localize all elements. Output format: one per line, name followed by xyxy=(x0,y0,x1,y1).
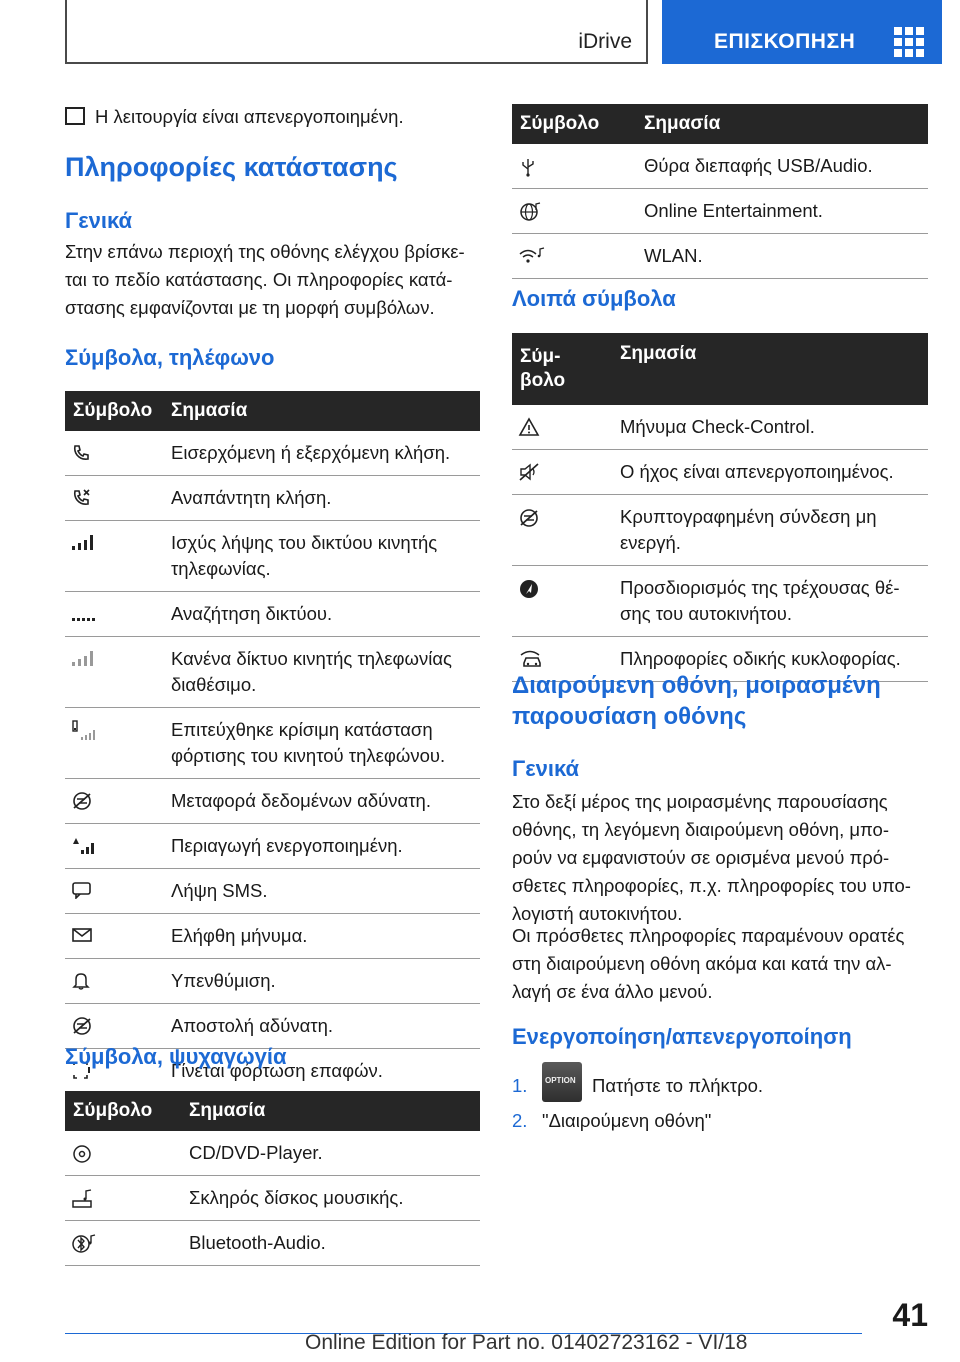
send-unavailable-icon xyxy=(71,1016,93,1036)
list-item xyxy=(512,1110,711,1132)
step-number: 2. xyxy=(512,1110,528,1131)
table-cell-meaning: Αναζήτηση δικτύου. xyxy=(163,592,480,637)
header-section-box xyxy=(65,0,648,64)
other-symbols-table xyxy=(512,333,928,682)
table-row xyxy=(65,521,480,592)
general-paragraph xyxy=(65,238,480,322)
table-row xyxy=(512,234,928,279)
online-entertainment-icon xyxy=(518,201,542,223)
warning-triangle-icon xyxy=(518,417,540,437)
table-row xyxy=(65,1131,480,1176)
table-cell-meaning: Εισερχόμενη ή εξερχόμενη κλήση. xyxy=(163,431,480,476)
table-cell-meaning: Γίνεται φόρτωση επαφών. xyxy=(163,1049,480,1094)
table-row xyxy=(65,708,480,779)
network-search-icon xyxy=(71,604,97,622)
table-row xyxy=(512,189,928,234)
table-cell-meaning: Σκληρός δίσκος μουσικής. xyxy=(181,1176,480,1221)
phone-call-icon xyxy=(71,443,91,463)
split-text-1: Στο δεξί μέρος της μοιρασμένης παρουσίασης οθόνης, τη λεγόμενη διαιρούμενη οθόνη, μπο-ρούν να εμφανιστούν σε ορισμένα μενού πρό-σθετες πληροφορίες, π.χ. πληροφορίες του υπο-λογιστή αυτοκινήτου. xyxy=(512,791,911,924)
table-header-symbol: Σύμβολο xyxy=(65,391,163,431)
list-item xyxy=(512,1062,763,1102)
table-row xyxy=(65,914,480,959)
table-cell-meaning: CD/DVD-Player. xyxy=(181,1131,480,1176)
table-row xyxy=(65,869,480,914)
table-cell-meaning: Ο ήχος είναι απενεργοποιημένος. xyxy=(612,450,928,495)
table-cell-meaning: Bluetooth-Audio. xyxy=(181,1221,480,1266)
table-row xyxy=(512,405,928,450)
section-title-split-screen: Διαιρούμενη οθόνη, μοιρασμένη παρουσίαση οθόνης xyxy=(512,672,881,730)
step-text: Πατήστε το πλήκτρο. xyxy=(592,1075,764,1096)
split-paragraph-1 xyxy=(512,788,928,928)
checkbox-text: Η λειτουργία είναι απενεργοποιημένη. xyxy=(95,106,404,127)
roaming-icon xyxy=(71,836,97,856)
table-header-meaning: Σημασία xyxy=(181,1091,480,1131)
option-button-icon: OPTION xyxy=(542,1062,582,1102)
table-cell-meaning: Κανένα δίκτυο κινητής τηλεφωνίας διαθέσιμο. xyxy=(163,637,480,708)
page-number: 41 xyxy=(892,1297,928,1333)
table-row xyxy=(512,144,928,189)
table-header-meaning: Σημασία xyxy=(636,104,928,144)
checkbox-note xyxy=(65,106,404,128)
bluetooth-audio-icon xyxy=(71,1233,97,1255)
table-row xyxy=(65,959,480,1004)
step-number: 1. xyxy=(512,1075,528,1096)
table-cell-meaning: Επιτεύχθηκε κρίσιμη κατάσταση φόρτισης του κινητού τηλεφώνου. xyxy=(163,708,480,779)
subsection-title-entertainment: Σύμβολα, ψυχαγωγία xyxy=(65,1044,287,1069)
header-nav-tab[interactable] xyxy=(662,0,942,64)
table-row xyxy=(65,1176,480,1221)
wlan-icon xyxy=(518,246,546,266)
table-header-symbol: Σύμβολο xyxy=(512,104,636,144)
table-row xyxy=(65,779,480,824)
encrypted-connection-off-icon xyxy=(518,507,540,529)
table-cell-meaning: Περιαγωγή ενεργοποιημένη. xyxy=(163,824,480,869)
table-row xyxy=(65,824,480,869)
table-row xyxy=(65,592,480,637)
general-text: Στην επάνω περιοχή της οθόνης ελέγχου βρίσκε-ται το πεδίο κατάστασης. Οι πληροφορίες κατά-στασης εμφανίζονται με τη μορφή συμβόλων. xyxy=(65,241,465,318)
table-cell-meaning: Κρυπτογραφημένη σύνδεση μη ενεργή. xyxy=(612,495,928,566)
sms-icon xyxy=(71,881,93,899)
split-text-2: Οι πρόσθετες πληροφορίες παραμένουν ορατές στη διαιρούμενη οθόνη ακόμα και κατά την αλ-λαγή σε ένα άλλο μενού. xyxy=(512,925,905,1002)
table-row xyxy=(65,476,480,521)
table-row xyxy=(512,450,928,495)
grid-icon[interactable] xyxy=(894,27,924,57)
table-cell-meaning: Αποστολή αδύνατη. xyxy=(163,1004,480,1049)
section-title-status: Πληροφορίες κατάστασης xyxy=(65,152,398,182)
traffic-info-icon xyxy=(518,649,546,669)
subsection-title-general: Γενικά xyxy=(65,208,133,233)
table-header-symbol: Σύμ-βολο xyxy=(512,333,612,405)
table-cell-meaning: Προσδιορισμός της τρέχουσας θέ-σης του αυτοκινήτου. xyxy=(612,566,928,637)
table-cell-meaning: Online Entertainment. xyxy=(636,189,928,234)
data-unavailable-icon xyxy=(71,791,93,811)
sound-off-icon xyxy=(518,462,542,482)
table-cell-meaning: WLAN. xyxy=(636,234,928,279)
location-icon xyxy=(518,578,540,600)
table-header-meaning: Σημασία xyxy=(612,333,928,405)
entertainment-symbols-table-cont xyxy=(512,104,928,279)
header-nav-label: ΕΠΙΣΚΟΠΗΣΗ xyxy=(714,30,856,53)
header-section-title: iDrive xyxy=(578,30,632,53)
table-header-meaning: Σημασία xyxy=(163,391,480,431)
table-cell-meaning: Πληροφορίες οδικής κυκλοφορίας. xyxy=(612,637,928,682)
table-header-symbol: Σύμβολο xyxy=(65,1091,181,1131)
table-row xyxy=(512,566,928,637)
table-cell-meaning: Υπενθύμιση. xyxy=(163,959,480,1004)
table-cell-meaning: Λήψη SMS. xyxy=(163,869,480,914)
table-row xyxy=(65,1004,480,1049)
table-row xyxy=(65,431,480,476)
checkbox-icon xyxy=(65,107,85,125)
step-text: "Διαιρούμενη οθόνη" xyxy=(542,1110,712,1131)
subsection-title-other: Λοιπά σύμβολα xyxy=(512,286,676,311)
reminder-bell-icon xyxy=(71,971,91,991)
split-paragraph-2 xyxy=(512,922,928,1006)
table-cell-meaning: Ισχύς λήψης του δικτύου κινητής τηλεφωνίας. xyxy=(163,521,480,592)
entertainment-symbols-table xyxy=(65,1091,480,1266)
table-row xyxy=(65,1221,480,1266)
subsection-title-phone: Σύμβολα, τηλέφωνο xyxy=(65,345,275,370)
table-cell-meaning: Μήνυμα Check-Control. xyxy=(612,405,928,450)
table-cell-meaning: Αναπάντητη κλήση. xyxy=(163,476,480,521)
phone-symbols-table xyxy=(65,391,480,1094)
subsection-title-split-general: Γενικά xyxy=(512,756,580,781)
signal-strength-icon xyxy=(71,533,97,551)
table-cell-meaning: Θύρα διεπαφής USB/Audio. xyxy=(636,144,928,189)
no-network-icon xyxy=(71,649,97,667)
missed-call-icon xyxy=(71,488,91,508)
table-row xyxy=(65,637,480,708)
email-icon xyxy=(71,926,93,944)
subsection-title-activation: Ενεργοποίηση/απενεργοποίηση xyxy=(512,1024,852,1049)
table-row xyxy=(512,495,928,566)
cd-dvd-icon xyxy=(71,1143,93,1165)
usb-icon xyxy=(518,156,538,178)
footer-edition: Online Edition for Part no. 01402723162 - VI/18 xyxy=(305,1331,748,1354)
hard-disk-music-icon xyxy=(71,1188,95,1210)
table-cell-meaning: Ελήφθη μήνυμα. xyxy=(163,914,480,959)
table-cell-meaning: Μεταφορά δεδομένων αδύνατη. xyxy=(163,779,480,824)
battery-critical-icon xyxy=(71,720,97,742)
